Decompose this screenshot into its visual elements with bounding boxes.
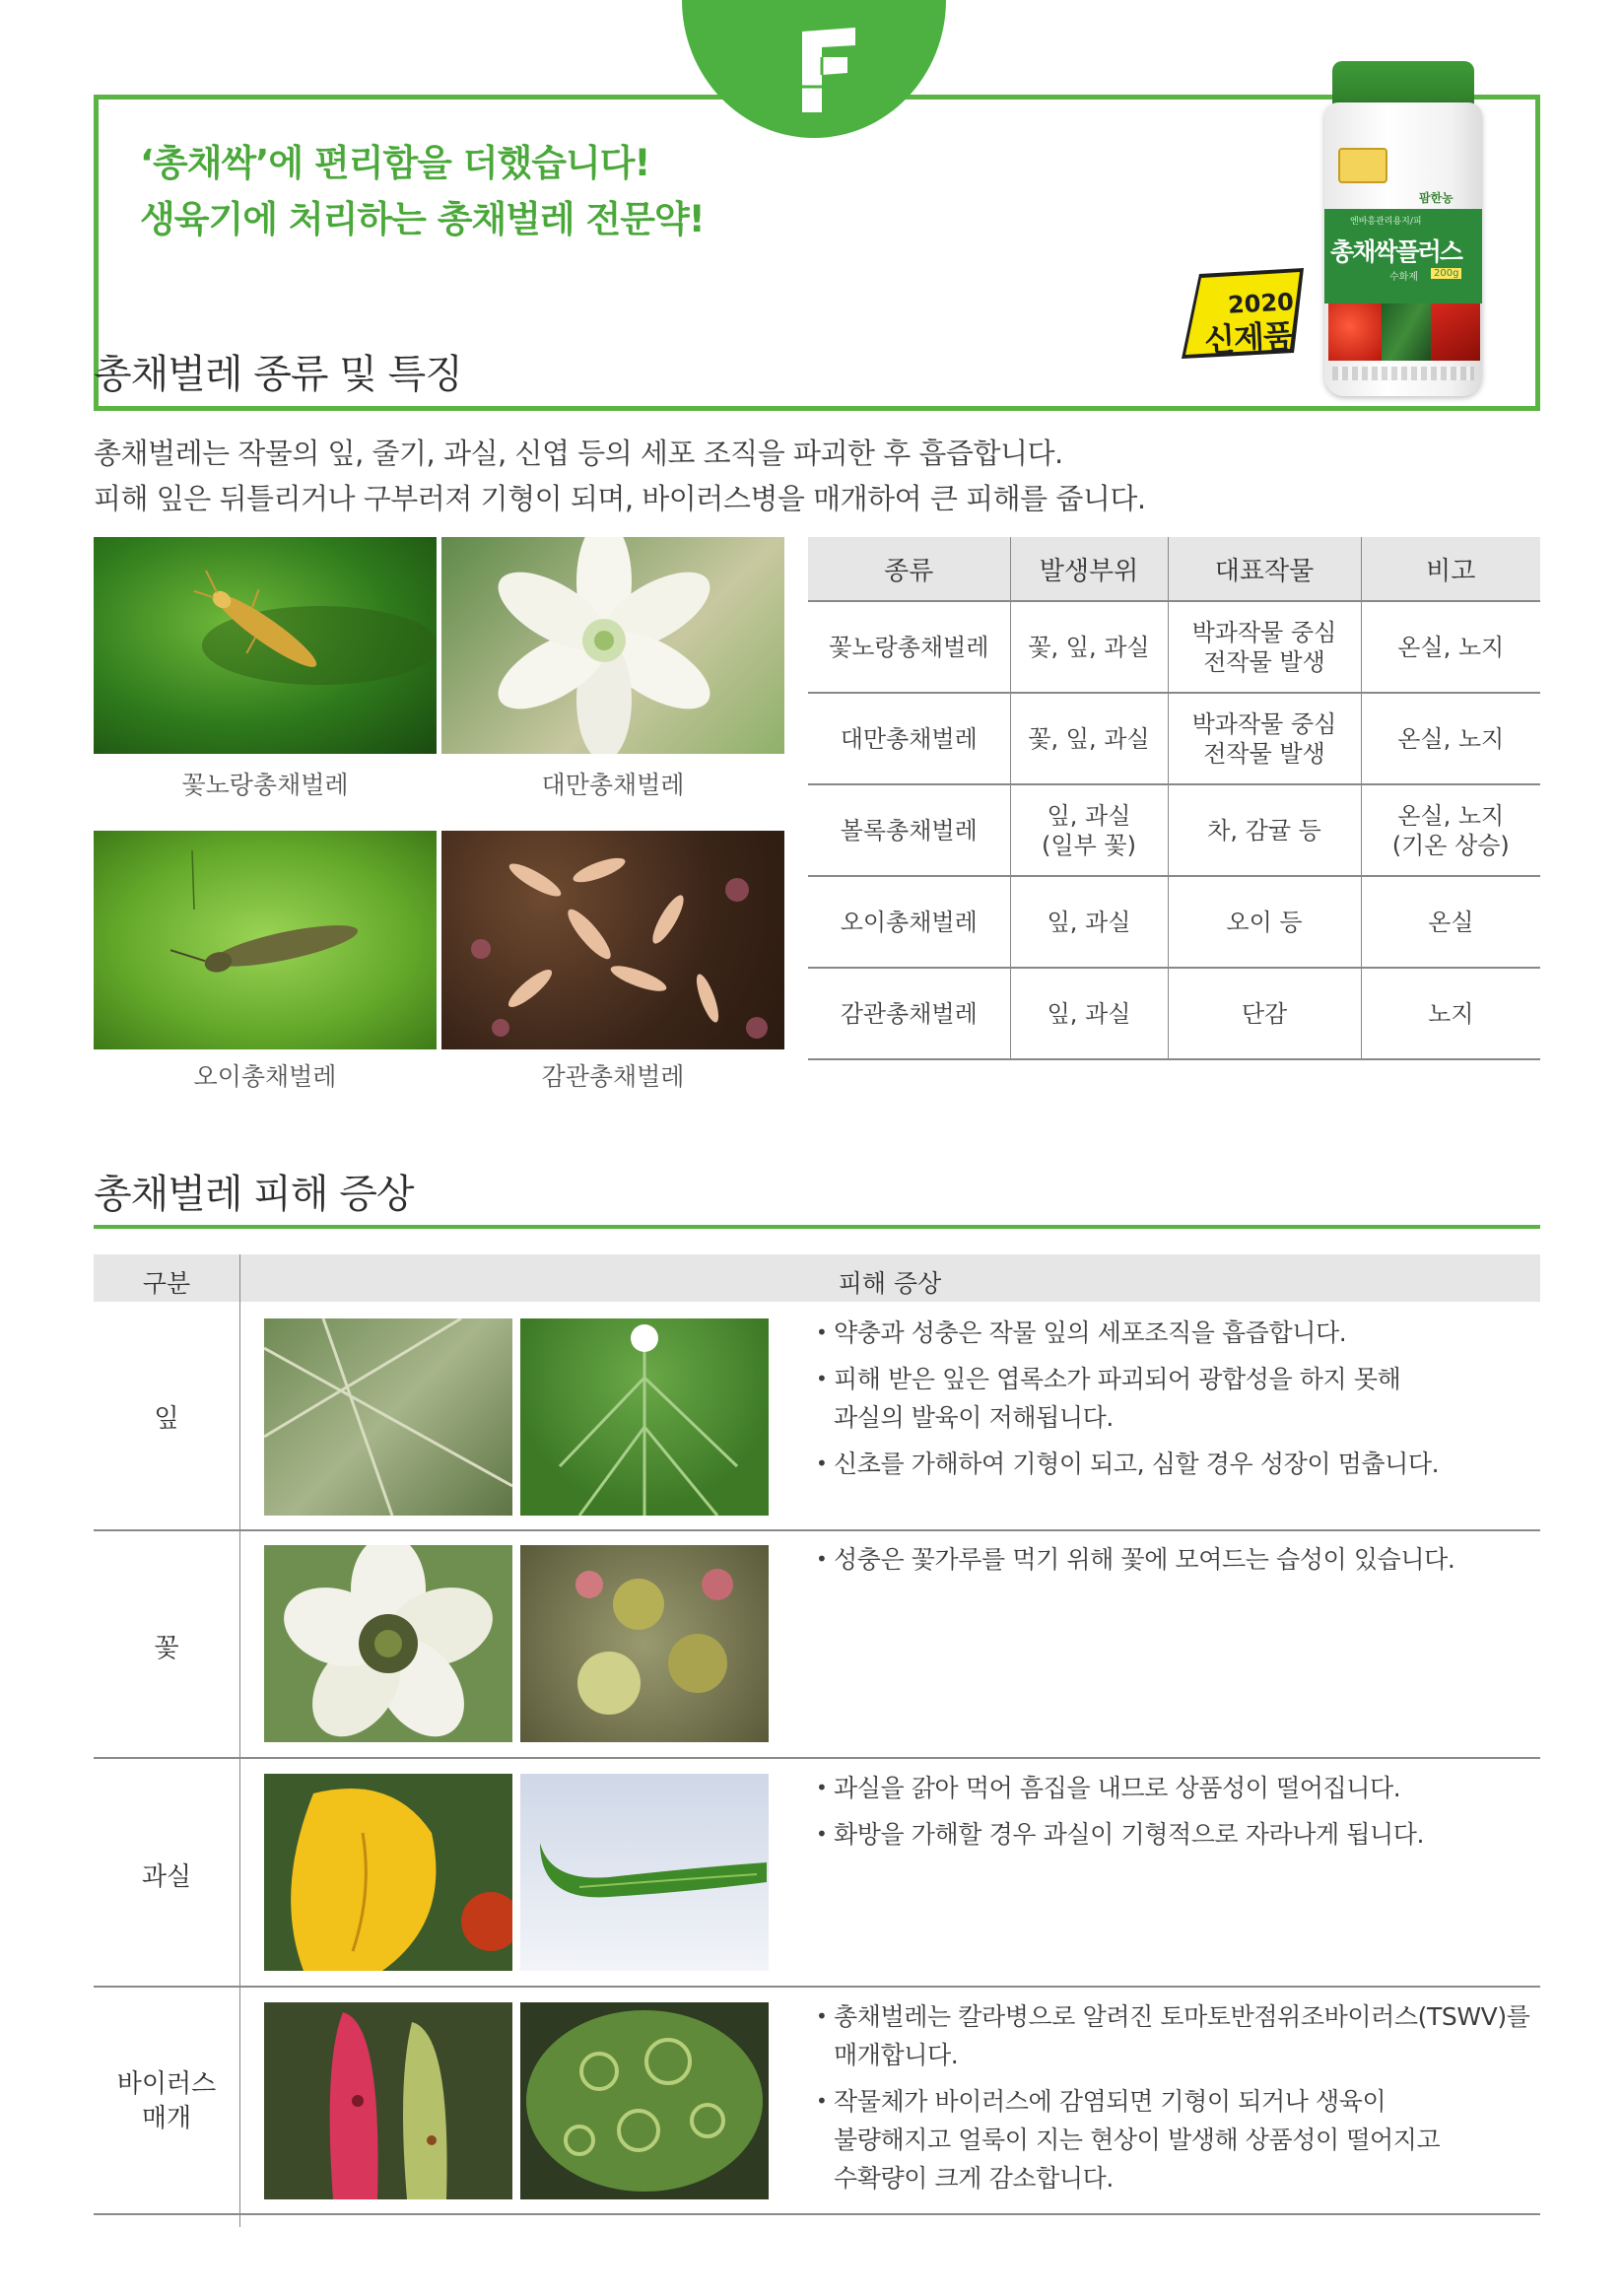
photo-cucumber-thrips bbox=[94, 831, 437, 1049]
cell-crop: 차, 감귤 등 bbox=[1168, 784, 1361, 876]
cell-type: 꽃노랑총채벌레 bbox=[808, 601, 1010, 693]
cell-note: 온실, 노지 bbox=[1361, 693, 1540, 784]
slogan-line-2: 생육기에 처리하는 총채벌레 전문약! bbox=[140, 198, 705, 240]
product-weight: 200g bbox=[1431, 268, 1461, 279]
damage-table-header bbox=[94, 1254, 1540, 1302]
table-row bbox=[808, 601, 1540, 693]
cell-site: 잎, 과실 bbox=[1010, 876, 1168, 968]
cell-crop bbox=[1168, 693, 1361, 784]
photo-leaf-damage-1 bbox=[264, 1318, 512, 1516]
table-row bbox=[808, 968, 1540, 1059]
photo-virus-damage-1 bbox=[264, 2002, 512, 2199]
brand-logo-icon bbox=[796, 28, 859, 112]
intro-line-1: 총채벌레는 작물의 잎, 줄기, 과실, 신엽 등의 세포 조직을 파괴한 후 흡즙합니다. bbox=[94, 437, 1063, 470]
badge-label: 신제품 bbox=[1203, 316, 1294, 360]
row-label-flower: 꽃 bbox=[154, 1634, 179, 1663]
row-divider bbox=[94, 1529, 1540, 1531]
cell-note: 온실, 노지 bbox=[1361, 601, 1540, 693]
table-row bbox=[808, 693, 1540, 784]
symptom-list-flower bbox=[816, 1540, 1545, 1587]
cell-type: 볼록총채벌레 bbox=[808, 784, 1010, 876]
cell-crop-line1: 박과작물 중심 bbox=[1191, 709, 1337, 738]
caption-taiwan-thrips: 대만총채벌레 bbox=[541, 771, 685, 799]
symptom-list-leaf bbox=[816, 1314, 1545, 1491]
row-divider bbox=[94, 1986, 1540, 1988]
cell-note: 온실 bbox=[1361, 876, 1540, 968]
cell-crop-line1: 박과작물 중심 bbox=[1191, 618, 1337, 646]
photo-leaf-damage-2 bbox=[520, 1318, 769, 1516]
header-site: 발생부위 bbox=[1010, 537, 1168, 601]
symptom-item: • 총채벌레는 칼라병으로 알려진 토마토반점위조바이러스(TSWV)를 매개합니다. bbox=[816, 1997, 1545, 2074]
section-rule-damage bbox=[94, 1225, 1540, 1229]
symptom-item: • 신초를 가해하여 기형이 되고, 심할 경우 성장이 멈춥니다. bbox=[816, 1445, 1545, 1483]
photo-fruit-damage-2 bbox=[520, 1774, 769, 1971]
badge-year: 2020 bbox=[1227, 288, 1295, 319]
product-sub: 엔바흥관리용지/피 bbox=[1350, 217, 1422, 227]
photo-taiwan-thrips bbox=[441, 537, 784, 754]
cell-site-line1: 잎, 과실 bbox=[1047, 801, 1131, 830]
photo-flower-damage-2 bbox=[520, 1545, 769, 1742]
row-label-virus bbox=[94, 2067, 239, 2136]
header-crop: 대표작물 bbox=[1168, 537, 1361, 601]
intro-line-2: 피해 잎은 뒤틀리거나 구부러져 기형이 되며, 바이러스병을 매개하여 큰 피해를 줍니다. bbox=[94, 482, 1146, 515]
cell-note: 노지 bbox=[1361, 968, 1540, 1059]
cell-site: 잎, 과실 bbox=[1010, 968, 1168, 1059]
damage-table-divider bbox=[239, 1254, 240, 2227]
section-title-species: 총채벌레 종류 및 특징 bbox=[94, 352, 462, 397]
species-table-header bbox=[808, 537, 1540, 601]
symptom-item: • 과실을 갉아 먹어 흠집을 내므로 상품성이 떨어집니다. bbox=[816, 1769, 1545, 1807]
photo-persimmon-thrips bbox=[441, 831, 784, 1049]
symptom-list-fruit bbox=[816, 1769, 1545, 1861]
section-title-damage: 총채벌레 피해 증상 bbox=[94, 1172, 414, 1217]
photo-western-flower-thrips bbox=[94, 537, 437, 754]
symptom-list-virus bbox=[816, 1997, 1545, 2205]
row-divider bbox=[94, 2213, 1540, 2215]
header-symptom: 피해 증상 bbox=[838, 1269, 942, 1298]
cell-type: 오이총채벌레 bbox=[808, 876, 1010, 968]
cell-type: 감관총채벌레 bbox=[808, 968, 1010, 1059]
cell-site: 꽃, 잎, 과실 bbox=[1010, 601, 1168, 693]
cell-crop-line2: 전작물 발생 bbox=[1203, 647, 1325, 676]
species-table bbox=[808, 537, 1540, 1060]
symptom-item: • 작물체가 바이러스에 감염되면 기형이 되거나 생육이 불량해지고 얼룩이 지는 현상이 발생해 상품성이 떨어지고 수확량이 크게 감소합니다. bbox=[816, 2082, 1545, 2197]
section-rule-species bbox=[94, 406, 1540, 411]
cell-note-line2: (기온 상승) bbox=[1391, 831, 1510, 859]
table-row bbox=[808, 784, 1540, 876]
header-note: 비고 bbox=[1361, 537, 1540, 601]
caption-persimmon-thrips: 감관총채벌레 bbox=[541, 1062, 685, 1091]
slogan-line-1: ‘총채싹’에 편리함을 더했습니다! bbox=[140, 142, 650, 184]
cell-type: 대만총채벌레 bbox=[808, 693, 1010, 784]
product-name: 총채싹플러스 bbox=[1330, 237, 1461, 266]
cell-site-line2: (일부 꽃) bbox=[1042, 831, 1136, 859]
header-type: 종류 bbox=[808, 537, 1010, 601]
table-row bbox=[808, 876, 1540, 968]
caption-western-flower-thrips: 꽃노랑총채벌레 bbox=[181, 771, 349, 799]
cell-note-line1: 온실, 노지 bbox=[1397, 801, 1505, 830]
cell-site: 꽃, 잎, 과실 bbox=[1010, 693, 1168, 784]
cell-crop: 단감 bbox=[1168, 968, 1361, 1059]
row-label-leaf: 잎 bbox=[154, 1404, 179, 1434]
product-brand: 팜한농 bbox=[1419, 191, 1454, 205]
cell-crop bbox=[1168, 601, 1361, 693]
row-divider bbox=[94, 1757, 1540, 1759]
photo-flower-damage-1 bbox=[264, 1545, 512, 1742]
cell-note bbox=[1361, 784, 1540, 876]
symptom-item: • 피해 받은 잎은 엽록소가 파괴되어 광합성을 하지 못해 과실의 발육이 저해됩니다. bbox=[816, 1360, 1545, 1437]
symptom-item: • 성충은 꽃가루를 먹기 위해 꽃에 모여드는 습성이 있습니다. bbox=[816, 1540, 1545, 1579]
cell-crop: 오이 등 bbox=[1168, 876, 1361, 968]
caption-cucumber-thrips: 오이총채벌레 bbox=[193, 1062, 337, 1091]
row-label-virus-line1: 바이러스 bbox=[116, 2069, 217, 2099]
product-bottle bbox=[1320, 61, 1486, 396]
symptom-item: • 약충과 성충은 작물 잎의 세포조직을 흡즙합니다. bbox=[816, 1314, 1545, 1352]
row-label-virus-line2: 매개 bbox=[141, 2104, 192, 2134]
row-label-fruit: 과실 bbox=[141, 1862, 192, 1892]
cell-site bbox=[1010, 784, 1168, 876]
header-category: 구분 bbox=[142, 1269, 191, 1298]
photo-virus-damage-2 bbox=[520, 2002, 769, 2199]
cell-crop-line2: 전작물 발생 bbox=[1203, 739, 1325, 768]
photo-fruit-damage-1 bbox=[264, 1774, 512, 1971]
symptom-item: • 화방을 가해할 경우 과실이 기형적으로 자라나게 됩니다. bbox=[816, 1815, 1545, 1854]
product-form: 수화제 bbox=[1389, 272, 1418, 283]
